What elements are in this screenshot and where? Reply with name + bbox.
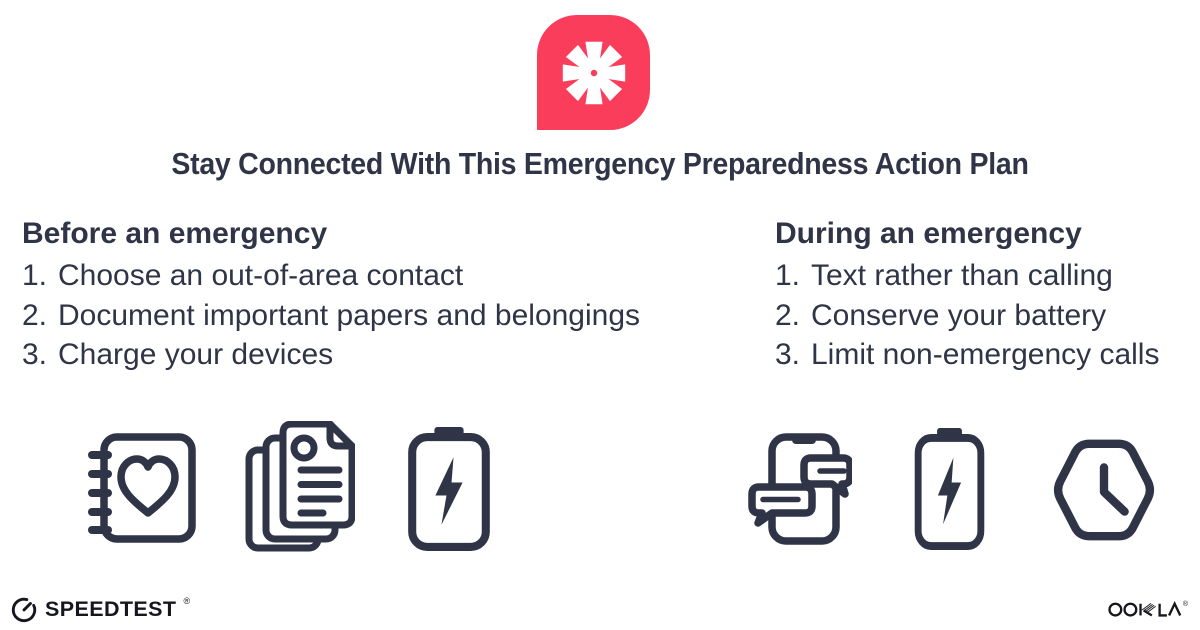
item-text: Document important papers and belongings [58, 298, 641, 332]
ookla-trademark: ® [1182, 601, 1188, 608]
ookla-logo [1108, 601, 1188, 618]
item-text: Charge your devices [58, 338, 334, 371]
item-text: Conserve your battery [811, 298, 1107, 332]
item-number: 3. [775, 338, 801, 371]
clock-hexagon-icon [1049, 435, 1159, 545]
item-text: Text rather than calling [811, 259, 1113, 292]
battery-charging-icon [913, 427, 986, 551]
during-list [775, 256, 1200, 375]
list-item [22, 335, 752, 375]
battery-charging-icon [406, 426, 492, 552]
asterisk-icon [555, 34, 633, 112]
list-item [22, 256, 752, 296]
list-item [775, 335, 1200, 375]
speedtest-gauge-icon [10, 595, 38, 623]
contact-notebook-heart-icon [86, 429, 198, 545]
speedtest-wordmark: SPEEDTEST [45, 597, 177, 621]
speedtest-logo [10, 595, 190, 623]
page-title: Stay Connected With This Emergency Preparedness Action Plan [171, 146, 1029, 181]
during-section [775, 214, 1200, 375]
list-item [775, 296, 1200, 336]
item-text: Choose an out-of-area contact [58, 259, 464, 292]
item-number: 1. [775, 259, 801, 292]
asterisk-badge [537, 15, 650, 130]
item-number: 3. [22, 338, 48, 371]
speedtest-trademark: ® [183, 596, 191, 606]
ookla-wordmark-icon [1108, 601, 1182, 618]
before-list [22, 256, 752, 375]
before-heading: Before an emergency [22, 217, 328, 250]
item-number: 1. [22, 259, 48, 292]
item-text: Limit non-emergency calls [811, 338, 1160, 371]
document-stack-icon [243, 421, 355, 553]
item-number: 2. [775, 298, 801, 332]
list-item [22, 296, 752, 336]
list-item [775, 256, 1200, 296]
before-section [22, 214, 752, 375]
during-heading: During an emergency [775, 217, 1082, 250]
item-number: 2. [22, 298, 48, 332]
phone-text-messages-icon [748, 427, 852, 553]
